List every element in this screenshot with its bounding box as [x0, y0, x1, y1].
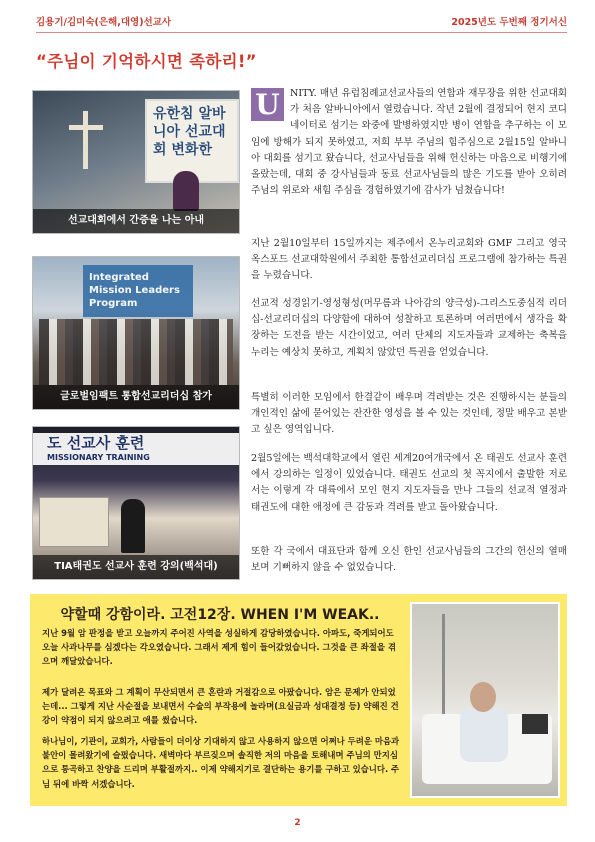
header-missionaries: 김용기/김미숙(은해,대영)선교사 [36, 17, 172, 28]
box-paragraph-2: 제가 달려온 목표와 그 계획이 무산되면서 큰 혼란과 거절감으로 아팠습니다. 암은 문제가 안되었는데... 그렇게 지난 사순절을 보내면서 수술의 부작용에 놀라며(요실금과 성대결정 등) 약해진 건강이 약점이 되지 않으려고 애를 썼습니다. [42, 687, 399, 726]
photo-caption: TIA태권도 선교사 훈련 강의(백석대) [33, 555, 239, 579]
lecturer-figure [121, 499, 145, 553]
training-banner-sub: MISSIONARY TRAINING [47, 453, 150, 462]
photo-caption: 글로벌임팩트 통합선교리더십 참가 [33, 385, 239, 409]
cross-bar [69, 125, 103, 130]
article-paragraph-3: 선교적 성경읽기-영성형성(머무름과 나아감의 양극성)-그리스도중심적 리더십-선교리더십의 다양함에 대하여 성찰하고 토론하며 여러면에서 생각을 확장하는 도전을 받는 시간이었고, 여러 단체의 지도자들과 교제하는 축복을 누리는 예상치 못하고, 계획치 않았던 특권을 얻었습니다. [251, 298, 567, 358]
header-letter-issue: 2025년도 두번째 정기서신 [451, 17, 567, 28]
photo-caption: 선교대회에서 간증을 나는 아내 [33, 209, 239, 233]
header-divider [36, 32, 567, 33]
box-title: 약할때 강함이라. 고전12장. WHEN I'M WEAK.. [60, 607, 380, 623]
lecture-slide [39, 497, 109, 547]
cross-icon [83, 111, 88, 169]
program-banner: Integrated Mission Leaders Program [83, 265, 193, 317]
screen-text: 유한침 알바니아 선교대회 변화한 [153, 106, 226, 158]
article-paragraph-2: 지난 2월10일부터 15일까지는 제주에서 온누리교회와 GMF 그리고 영국 옥스포드 선교대학원에서 주최한 통합선교리더십 프로그램에 참가하는 특권을 누렸습니다. [251, 238, 567, 282]
article-paragraph-5: 2월5일에는 백석대학교에서 열린 세계20여개국에서 온 태권도 선교사 훈련에서 강의하는 일정이 있었습니다. 태권도 선교의 첫 꼭지에서 출발한 저로서는 이렇게 각 대륙에서 모인 현지 지도자들을 만나 그들의 선교적 열정과 태권도에 대한 애정에 큰 감동과 격려를 받고 돌아왔습니다. [251, 453, 567, 513]
box-paragraph-1: 지난 9월 암 판정을 받고 오늘까지 주어진 사역을 성실하게 감당하였습니다. 아파도, 죽게되어도 오늘 사과나무를 심겠다는 각오였습니다. 그래서 제게 힘이 들어갔었습니다. 그것을 큰 좌절을 겪으며 깨달았습니다. [42, 628, 396, 667]
photo-taekwondo-training [32, 426, 240, 580]
paragraph-text: NITY. 매년 유럽침례교선교사들의 연합과 재무장을 위한 선교대회가 처음 알바니아에서 열렸습니다. 작년 2월에 결정되어 현지 코디네이터로 섬기는 와중에 발병하였지만 병이 연합을 추구하는 이 모임에 방해가 되지 못하였고, 저희 부부 주님의 힘주심으로 2월15일 알바니아 대회를 섬기고 왔습니다, 선교사님들을 위해 헌신하는 마음으로 비행기에 올랐는데, 대회 중 강사님들과 동료 선교사님들의 많은 기도를 받아 오히려 주님의 위로와 새힘 주심을 경험하였기에 감사가 넘쳤습니다! [251, 88, 567, 197]
speaker-figure [173, 171, 199, 211]
dropcap-letter: U [251, 88, 284, 121]
article-paragraph-6: 또한 각 국에서 대표단과 함께 오신 한인 선교사님들의 그간의 헌신의 열매 보며 기뻐하지 않을 수 없었습니다. [251, 546, 567, 574]
patient-head [470, 682, 496, 712]
monitor-device [522, 714, 548, 734]
photo-leadership-program [32, 256, 240, 410]
article-paragraph-4: 특별히 이러한 모임에서 한결같이 배우며 격려받는 것은 진행하시는 분들의 개인적인 삶에 묻어있는 잔잔한 영성을 볼 수 있는 것인데, 정말 배우고 본받고 싶은 영역입니다. [251, 392, 567, 436]
box-paragraph-3: 하나님이, 기관이, 교회가, 사람들이 더이상 기대하지 않고 사용하지 않으면 어쩌나 두려운 마음과 불안이 몰려왔기에 슬펐습니다. 새벽마다 부르짖으며 솔직한 저의 마음을 토해내며 주님의 만지심으로 통곡하고 찬양을 드리며 부활절까지.. 이제 약해지기로 결단하는 용기를 구하고 있습니다. 주님 뒤에 바짝 서겠습니다. [42, 736, 400, 789]
projector-screen [145, 99, 239, 183]
when-im-weak-box [30, 594, 567, 806]
page-header [36, 14, 567, 28]
page-number: 2 [294, 818, 301, 828]
article-paragraph-1 [251, 86, 567, 199]
training-banner [33, 433, 239, 465]
photo-hospital-bed [410, 602, 560, 798]
training-banner-title: 도 선교사 훈련 [47, 434, 145, 452]
patient-figure [460, 708, 508, 762]
photo-conference-testimony [32, 90, 240, 234]
group-photo-crowd [39, 319, 233, 385]
page-title: “주님이 기억하시면 족하리!” [36, 52, 257, 71]
